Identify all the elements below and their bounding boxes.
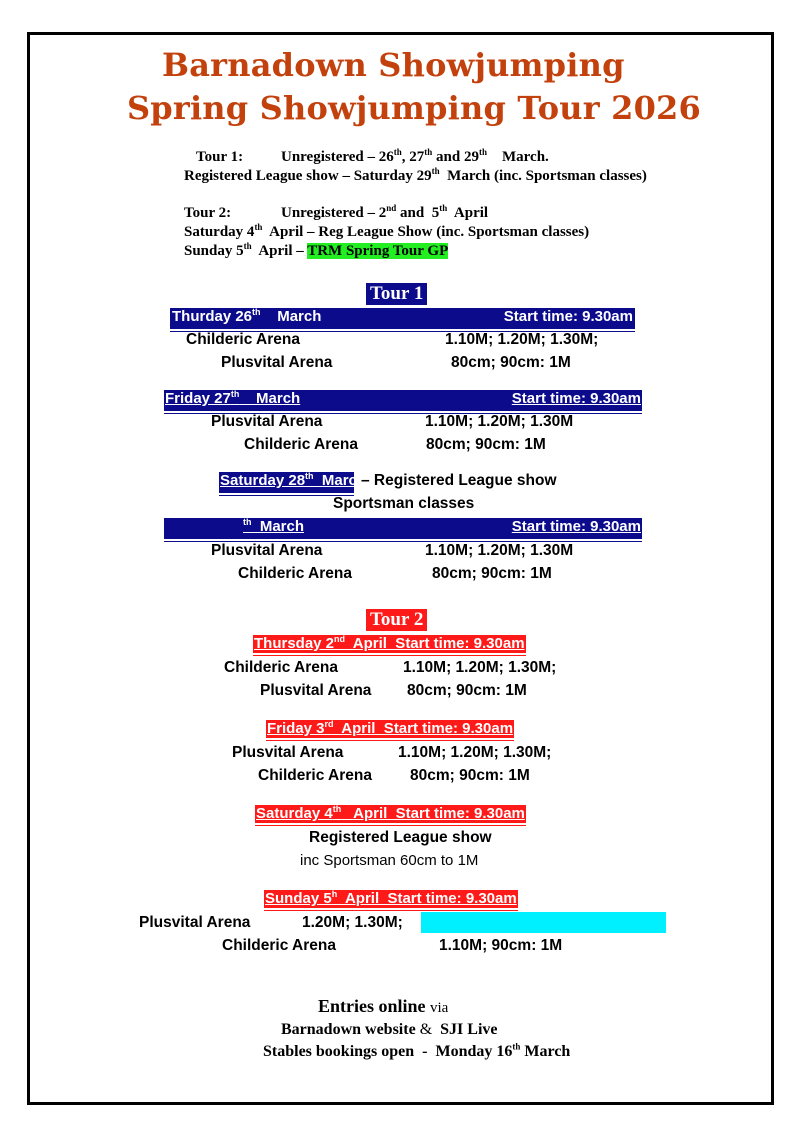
tour1-friday-start: Start time: 9.30am (511, 390, 641, 407)
tour1-fri-arena2: Childeric Arena (244, 436, 358, 453)
tour2-fri-arena1: Plusvital Arena (232, 744, 344, 761)
tour1-extra-start: Start time: 9.30am (511, 518, 641, 535)
tour2-thursday-bar: Thursday 2nd April Start time: 9.30am (254, 634, 525, 652)
footer-website-a: Barnadown website (281, 1021, 416, 1038)
tour2-saturday-bar: Saturday 4th April Start time: 9.30am (256, 804, 525, 822)
cyan-highlight-block (421, 912, 666, 933)
tour2-thu-classes2: 80cm; 90cm: 1M (407, 682, 527, 699)
intro-tour2-saturday: Saturday 4th April – Reg League Show (inc. Sportsman classes) (184, 222, 590, 240)
tour1-saturday-bar (219, 471, 367, 493)
tour1-thursday-bar (170, 308, 635, 329)
footer-entries-bold: Entries online (318, 996, 426, 1016)
tour1-extra-classes1: 1.10M; 1.20M; 1.30M (425, 542, 574, 559)
tour1-extra-day: $^{th}$ March (243, 517, 305, 535)
footer-amp: & (419, 1021, 433, 1038)
tour1-saturday-note: Sportsman classes (333, 495, 475, 512)
footer-entries (318, 996, 448, 1017)
tour1-extra-bar (164, 518, 642, 539)
tour2-friday-bar: Friday 3rd April Start time: 9.30am (267, 719, 514, 737)
intro-tour1-registered: Registered League show – Saturday 29th March (inc. Sportsman classes) (184, 166, 647, 184)
tour2-sat-line1: Registered League show (309, 829, 492, 846)
tour1-saturday-day: Saturday 28th March (220, 471, 367, 489)
tour1-extra-arena1: Plusvital Arena (211, 542, 323, 559)
footer-entries-via: via (430, 1000, 449, 1016)
tour1-thu-arena2: Plusvital Arena (221, 354, 333, 371)
tour1-fri-classes2: 80cm; 90cm: 1M (426, 436, 546, 453)
tour1-saturday-suffix: – Registered League show (361, 472, 557, 489)
tour1-thursday-start: Start time: 9.30am (503, 308, 633, 325)
tour2-sat-line2: inc Sportsman 60cm to 1M (300, 852, 479, 869)
tour2-sunday-bar: Sunday 5$^h$ April Start time: 9.30am (265, 889, 517, 907)
tour2-thu-arena1: Childeric Arena (224, 659, 338, 676)
intro-tour2-sunday: Sunday 5th April – TRM Spring Tour GP (184, 241, 449, 259)
footer-websites (281, 1021, 497, 1039)
footer-website-b: SJI Live (440, 1021, 498, 1038)
title-line-2: Spring Showjumping Tour 2026 (127, 89, 701, 127)
title-line-1: Barnadown Showjumping (162, 46, 625, 84)
tour1-fri-arena1: Plusvital Arena (211, 413, 323, 430)
tour1-friday-bar (164, 390, 642, 411)
tour2-fri-arena2: Childeric Arena (258, 767, 372, 784)
footer-stables: Stables bookings open - Monday 16th March (263, 1041, 571, 1060)
tour2-sun-arena1: Plusvital Arena (139, 914, 251, 931)
intro-tour2-label: Tour 2: (184, 205, 232, 221)
page-border (27, 32, 774, 1105)
tour2-sun-classes1: 1.20M; 1.30M; (302, 914, 403, 931)
tour1-fri-classes1: 1.10M; 1.20M; 1.30M (425, 413, 574, 430)
tour1-friday-day: Friday 27th March (165, 389, 301, 407)
tour2-thu-classes1: 1.10M; 1.20M; 1.30M; (403, 659, 557, 676)
tour1-extra-arena2: Childeric Arena (238, 565, 352, 582)
tour2-sun-arena2: Childeric Arena (222, 937, 336, 954)
tour1-thu-arena1: Childeric Arena (186, 331, 300, 348)
tour1-heading: Tour 1 (366, 283, 427, 305)
tour1-thu-classes1: 1.10M; 1.20M; 1.30M; (445, 331, 599, 348)
tour2-thu-arena2: Plusvital Arena (260, 682, 372, 699)
gp-highlight: TRM Spring Tour GP (307, 243, 449, 259)
tour1-thu-classes2: 80cm; 90cm: 1M (451, 354, 571, 371)
tour1-thursday-day: Thurday 26th March (172, 307, 322, 325)
tour2-fri-classes1: 1.10M; 1.20M; 1.30M; (398, 744, 552, 761)
tour1-extra-classes2: 80cm; 90cm: 1M (432, 565, 552, 582)
tour2-fri-classes2: 80cm; 90cm: 1M (410, 767, 530, 784)
tour2-sun-classes2: 1.10M; 90cm: 1M (439, 937, 563, 954)
intro-tour2-text: Unregistered – 2nd and 5th April (281, 203, 489, 221)
intro-tour1-label: Tour 1: (196, 149, 244, 165)
tour2-heading: Tour 2 (366, 609, 427, 631)
intro-tour1-text: Unregistered – 26th, 27th and 29th March. (281, 147, 549, 165)
